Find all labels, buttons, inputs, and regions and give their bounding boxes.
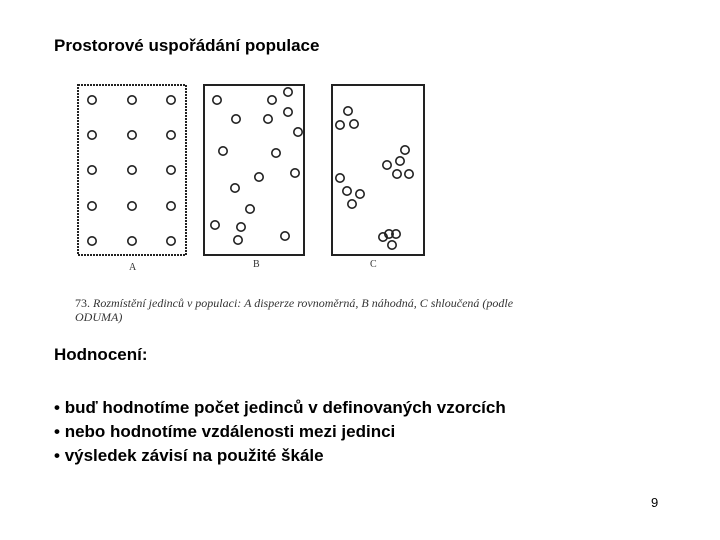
list-item: • buď hodnotíme počet jedinců v definovaných vzorcích bbox=[54, 396, 506, 420]
individual-dot bbox=[356, 190, 364, 198]
individual-dot bbox=[234, 236, 242, 244]
individual-dot bbox=[211, 221, 219, 229]
individual-dot bbox=[343, 187, 351, 195]
individual-dot bbox=[336, 121, 344, 129]
individual-dot bbox=[167, 202, 175, 210]
individual-dot bbox=[284, 108, 292, 116]
panel-a-individuals bbox=[88, 96, 175, 245]
individual-dot bbox=[128, 166, 136, 174]
individual-dot bbox=[167, 131, 175, 139]
individual-dot bbox=[213, 96, 221, 104]
individual-dot bbox=[167, 166, 175, 174]
individual-dot bbox=[401, 146, 409, 154]
figure-caption bbox=[75, 296, 545, 324]
caption-number: 73. bbox=[75, 296, 90, 310]
panel-c bbox=[332, 85, 424, 270]
individual-dot bbox=[383, 161, 391, 169]
individual-dot bbox=[219, 147, 227, 155]
caption-text: Rozmístění jedinců v populaci: A disperze rovnoměrná, B náhodná, C shloučená (podle ODUMA) bbox=[75, 296, 514, 324]
individual-dot bbox=[272, 149, 280, 157]
individual-dot bbox=[231, 184, 239, 192]
individual-dot bbox=[88, 96, 96, 104]
panel-b-frame bbox=[204, 85, 304, 255]
panel-b bbox=[204, 85, 304, 270]
individual-dot bbox=[388, 241, 396, 249]
individual-dot bbox=[128, 96, 136, 104]
page-number: 9 bbox=[651, 495, 659, 510]
individual-dot bbox=[232, 115, 240, 123]
individual-dot bbox=[167, 237, 175, 245]
individual-dot bbox=[294, 128, 302, 136]
panel-c-individuals bbox=[336, 107, 413, 249]
individual-dot bbox=[255, 173, 263, 181]
individual-dot bbox=[88, 131, 96, 139]
panel-a-label: A bbox=[129, 262, 137, 273]
individual-dot bbox=[268, 96, 276, 104]
panel-c-label: C bbox=[370, 259, 377, 270]
individual-dot bbox=[393, 170, 401, 178]
individual-dot bbox=[350, 120, 358, 128]
individual-dot bbox=[336, 174, 344, 182]
individual-dot bbox=[344, 107, 352, 115]
individual-dot bbox=[348, 200, 356, 208]
evaluation-list bbox=[54, 396, 506, 468]
evaluation-heading: Hodnocení: bbox=[54, 345, 148, 364]
panel-a-frame bbox=[78, 85, 186, 255]
individual-dot bbox=[167, 96, 175, 104]
individual-dot bbox=[405, 170, 413, 178]
panel-b-label: B bbox=[253, 259, 260, 270]
individual-dot bbox=[88, 166, 96, 174]
individual-dot bbox=[128, 202, 136, 210]
slide-title: Prostorové uspořádání populace bbox=[54, 36, 320, 55]
individual-dot bbox=[246, 205, 254, 213]
individual-dot bbox=[281, 232, 289, 240]
individual-dot bbox=[264, 115, 272, 123]
individual-dot bbox=[396, 157, 404, 165]
individual-dot bbox=[88, 237, 96, 245]
individual-dot bbox=[128, 131, 136, 139]
panel-a bbox=[78, 85, 186, 273]
individual-dot bbox=[291, 169, 299, 177]
individual-dot bbox=[284, 88, 292, 96]
list-item: • nebo hodnotíme vzdálenosti mezi jedinci bbox=[54, 420, 506, 444]
individual-dot bbox=[128, 237, 136, 245]
panel-b-individuals bbox=[211, 88, 302, 244]
individual-dot bbox=[237, 223, 245, 231]
individual-dot bbox=[88, 202, 96, 210]
list-item: • výsledek závisí na použité škále bbox=[54, 444, 506, 468]
